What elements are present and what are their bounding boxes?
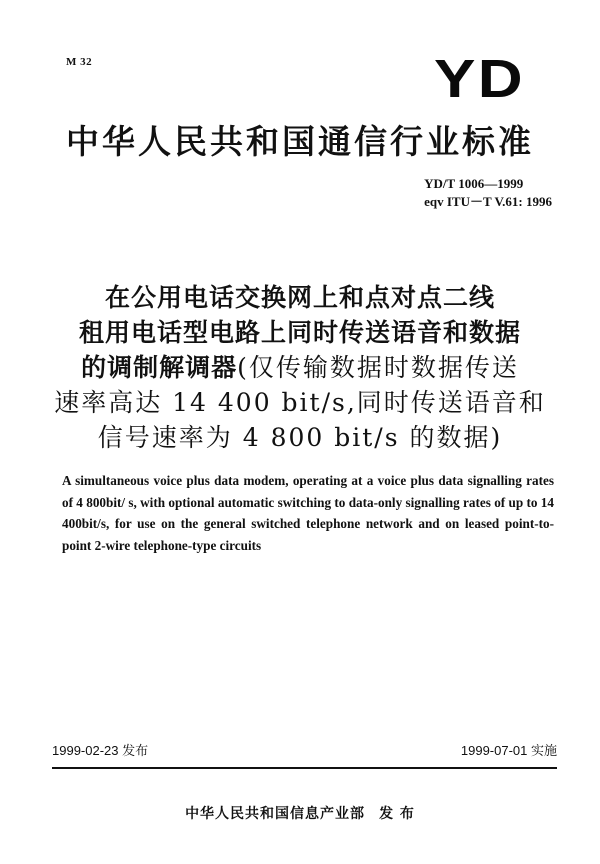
implementation-date: 1999-07-01 实施 [460, 743, 557, 758]
classification-code: M 32 [66, 56, 93, 68]
page-title: 中华人民共和国通信行业标准 [66, 122, 534, 161]
yd-logo: YD [434, 49, 525, 109]
chinese-title-line-4: 速率高达 14 400 bit/s,同时传送语音和 [54, 388, 546, 417]
chinese-title-line-3-light: (仅传输数据时数据传送 [237, 353, 519, 382]
chinese-title-line-2: 租用电话型电路上同时传送语音和数据 [78, 318, 521, 347]
chinese-title-line-1: 在公用电话交换网上和点对点二线 [104, 283, 495, 312]
english-document-title: A simultaneous voice plus data modem, operating at a voice plus data signalling rates of 4 800bit/ s, with optional automatic switching to data-only signalling rates of up to 14 400bit/s, for use on the general switched telephone network and on leased point-to-point 2-wire telephone-type circuits [62, 473, 554, 553]
publish-date: 1999-02-23 发布 [52, 743, 149, 758]
standard-number: YD/T 1006—1999 [424, 176, 524, 191]
chinese-title-line-3-bold: 的调制解调器 [81, 353, 238, 382]
issuer [0, 803, 600, 823]
chinese-title-line-5: 信号速率为 4 800 bit/s 的数据) [97, 423, 503, 452]
issuer-name: 中华人民共和国信息产业部 [185, 806, 366, 822]
issuer-action: 发 布 [379, 806, 415, 822]
chinese-document-title [40, 280, 560, 455]
equivalent-standard: eqv ITU－T V.61: 1996 [424, 194, 552, 209]
standard-codes [424, 175, 552, 211]
footer-divider [52, 767, 557, 769]
